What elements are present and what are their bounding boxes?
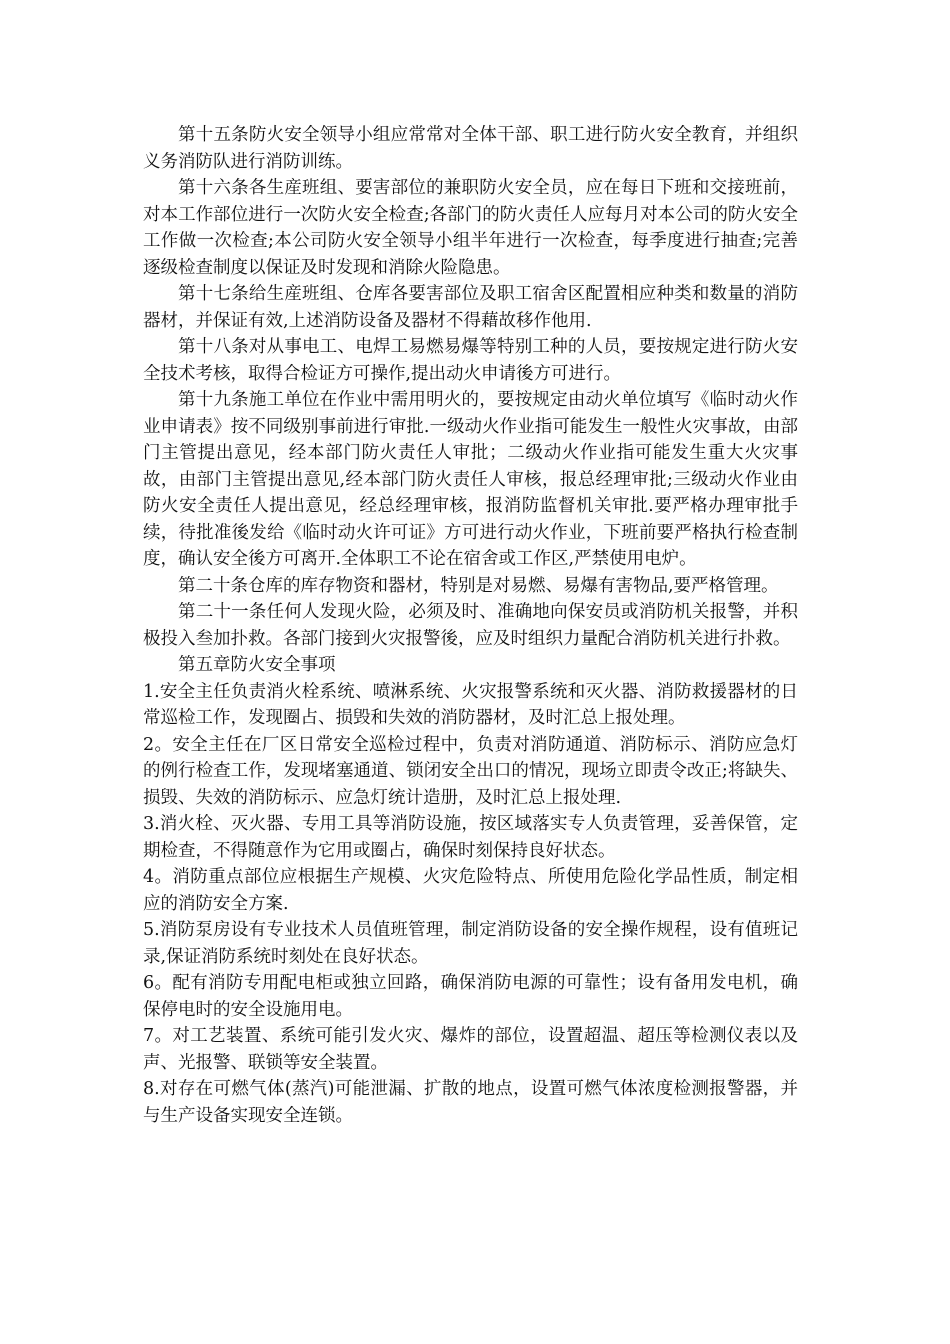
item-2: 2。安全主任在厂区日常安全巡检过程中，负责对消防通道、消防标示、消防应急灯的例行检查工作，发现堵塞通道、锁闭安全出口的情况，现场立即责令改正;将缺失、损毁、失效的消防标示、应急灯统计造册，及时汇总上报处理. (143, 734, 798, 808)
item-8: 8.对存在可燃气体(蒸汽)可能泄漏、扩散的地点，设置可燃气体浓度检测报警器，并与生产设备实现安全连锁。 (143, 1079, 798, 1126)
article-20: 第二十条仓库的库存物资和器材，特别是对易燃、易爆有害物品,要严格管理。 (178, 575, 779, 596)
article-18: 第十八条对从事电工、电焊工易燃易爆等特别工种的人员，要按规定进行防火安全技术考核，取得合检证方可操作,提出动火申请後方可进行。 (143, 337, 798, 384)
document-body (143, 122, 798, 1129)
article-17: 第十七条给生産班组、仓库各要害部位及职工宿舍区配置相应种类和数量的消防器材，并保证有效,上述消防设备及器材不得藉故移作他用. (143, 284, 798, 331)
article-15: 第十五条防火安全领导小组应常常对全体干部、职工进行防火安全教育，并组织义务消防队进行消防训练。 (143, 125, 798, 172)
item-6: 6。配有消防专用配电柜或独立回路，确保消防电源的可靠性；设有备用发电机，确保停电时的安全设施用电。 (143, 973, 798, 1020)
article-21: 第二十一条任何人发现火险，必须及时、准确地向保安员或消防机关报警，并积极投入叁加扑救。各部门接到火灾报警後，应及时组织力量配合消防机关进行扑救。 (143, 602, 798, 649)
article-16: 第十六条各生産班组、要害部位的兼职防火安全员，应在每日下班和交接班前，对本工作部位进行一次防火安全检查;各部门的防火责任人应每月对本公司的防火安全工作做一次检查;本公司防火安全领导小组半年进行一次检查，每季度进行抽查;完善逐级检查制度以保证及时发现和消除火险隐患。 (143, 178, 798, 278)
article-19: 第十九条施工单位在作业中需用明火的，要按规定由动火单位填写《临时动火作业申请表》按不同级别事前进行审批.一级动火作业指可能发生一般性火灾事故，由部门主管提出意见，经本部门防火责任人审批；二级动火作业指可能发生重大火灾事故，由部门主管提出意见,经本部门防火责任人审核，报总经理审批;三级动火作业由防火安全责任人提出意见，经总经理审核，报消防监督机关审批.要严格办理审批手续，待批准後发给《临时动火许可证》方可进行动火作业，下班前要严格执行检查制度，确认安全後方可离开.全体职工不论在宿舍或工作区,严禁使用电炉。 (143, 390, 798, 569)
item-7: 7。对工艺装置、系统可能引发火灾、爆炸的部位，设置超温、超压等检测仪表以及声、光报警、联锁等安全装置。 (143, 1026, 798, 1073)
item-3: 3.消火栓、灭火器、专用工具等消防设施，按区域落实专人负责管理，妥善保管，定期检查，不得随意作为它用或圈占，确保时刻保持良好状态。 (143, 814, 798, 861)
item-5: 5.消防泵房设有专业技术人员值班管理，制定消防设备的安全操作规程，设有值班记录,保证消防系统时刻处在良好状态。 (143, 920, 798, 967)
item-1: 1.安全主任负责消火栓系统、喷淋系统、火灾报警系统和灭火器、消防救援器材的日常巡检工作，发现圈占、损毁和失效的消防器材，及时汇总上报处理。 (143, 681, 798, 728)
chapter-5-heading: 第五章防火安全事项 (178, 655, 336, 675)
item-4: 4。消防重点部位应根据生产规模、火灾危险特点、所使用危险化学品性质，制定相应的消防安全方案. (143, 867, 798, 914)
